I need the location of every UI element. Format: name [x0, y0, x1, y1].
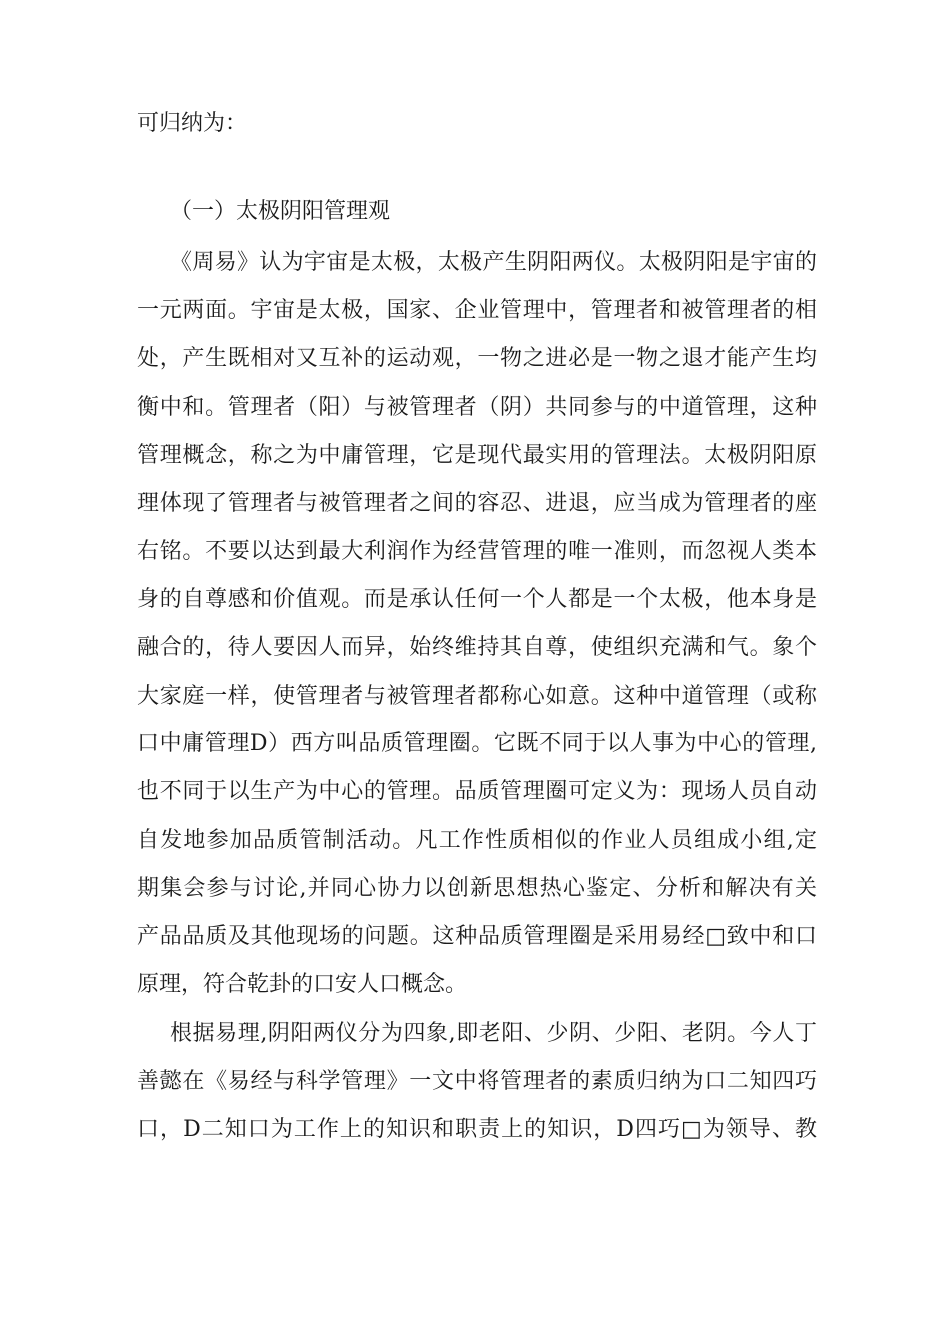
- paragraph-line: 自发地参加品质管制活动。凡工作性质相似的作业人员组成小组,定: [137, 828, 817, 853]
- paragraph-line: 原理，符合乾卦的口安人口概念。: [137, 972, 468, 997]
- paragraph-line: 处，产生既相对又互补的运动观，一物之进必是一物之退才能产生均: [137, 346, 817, 371]
- paragraph-line: 根据易理,阴阳两仪分为四象,即老阳、少阴、少阳、老阴。今人丁: [170, 1021, 817, 1046]
- paragraph-line: 口，D二知口为工作上的知识和职责上的知识，D四巧□为领导、教: [137, 1117, 817, 1142]
- paragraph-line: 衡中和。管理者（阳）与被管理者（阴）共同参与的中道管理，这种: [137, 395, 817, 420]
- intro-line: 可归纳为：: [137, 111, 248, 136]
- paragraph-line: 期集会参与讨论,并同心协力以创新思想热心鉴定、分析和解决有关: [137, 876, 817, 901]
- paragraph-line: 《周易》认为宇宙是太极，太极产生阴阳两仪。太极阴阳是宇宙的: [170, 250, 817, 275]
- paragraph-line: 融合的，待人要因人而异，始终维持其自尊，使组织充满和气。象个: [137, 635, 817, 660]
- paragraph-line: 也不同于以生产为中心的管理。品质管理圈可定义为：现场人员自动: [137, 779, 817, 804]
- paragraph-line: 管理概念，称之为中庸管理，它是现代最实用的管理法。太极阴阳原: [137, 443, 817, 468]
- paragraph-line: 大家庭一样，使管理者与被管理者都称心如意。这种中道管理（或称: [137, 684, 817, 709]
- paragraph-line: 一元两面。宇宙是太极，国家、企业管理中，管理者和被管理者的相: [137, 298, 817, 323]
- paragraph-line: 理体现了管理者与被管理者之间的容忍、进退，应当成为管理者的座: [137, 491, 817, 516]
- paragraph-line: 口中庸管理D）西方叫品质管理圈。它既不同于以人事为中心的管理,: [137, 731, 817, 756]
- paragraph-line: 右铭。不要以达到最大利润作为经营管理的唯一准则，而忽视人类本: [137, 539, 817, 564]
- paragraph-line: 身的自尊感和价值观。而是承认任何一个人都是一个太极，他本身是: [137, 587, 817, 612]
- paragraph-line: 善懿在《易经与科学管理》一文中将管理者的素质归纳为口二知四巧: [137, 1069, 817, 1094]
- paragraph-line: 产品品质及其他现场的问题。这种品质管理圈是采用易经□致中和口: [137, 924, 817, 949]
- section-heading: （一）太极阴阳管理观: [170, 199, 391, 224]
